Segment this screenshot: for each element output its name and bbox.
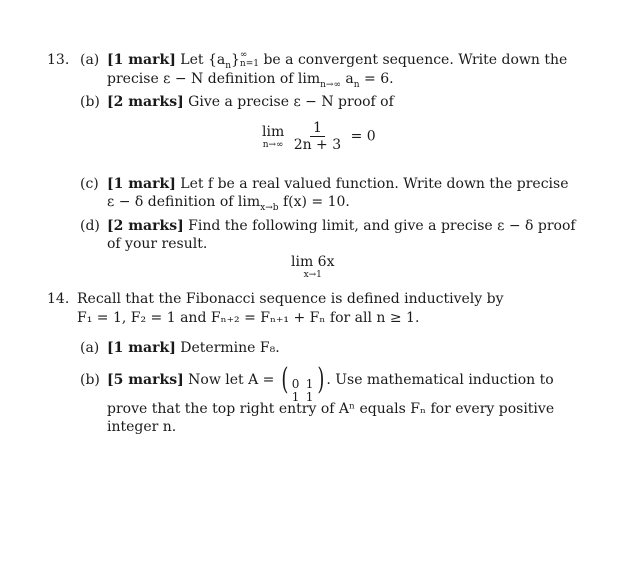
question-14-number: 14. [47,291,70,307]
q13-b-limit-display [262,120,376,153]
matrix-entry: 1 [305,377,314,391]
q14-part-b-line1: [5 marks] Now let A = ( 0 1 1 1 ) . Use mathematical induction to [107,362,554,404]
q13-part-c-label: (c) [80,176,99,192]
q14-part-a-line1: [1 mark] Determine F₈. [107,340,280,356]
matrix-a: ( 0 1 1 1 ) [281,362,324,404]
q13-part-c-line1: [1 mark] Let f be a real valued function. Write down the precise [107,176,569,192]
q13-b-fraction: $\frac{1}{2n + 3}$ [293,120,342,153]
q13-a-text-rest: be a convergent sequence. Write down the [259,52,568,68]
q14-part-b-label: (b) [80,372,100,388]
q14-intro-line2: F₁ = 1, F₂ = 1 and Fₙ₊₂ = Fₙ₊₁ + Fₙ for all n ≥ 1. [77,310,420,326]
q13-d-mark: [2 marks] [107,218,184,234]
q13-part-c-line2: ε − δ definition of $\lim_{x\to b} f(x) = 10$. [107,194,350,213]
q13-part-d-label: (d) [80,218,100,234]
q13-part-b-label: (b) [80,94,100,110]
q13-b-lim: lim n→∞ [262,123,285,150]
question-13-number: 13. [47,52,70,68]
q13-part-a-line2: precise ε − N definition of $\lim_{n\to\infty} a_n = 6$. [107,71,394,90]
q13-part-a-line1: [1 mark] Let $\{a_n\}$ ∞ n=1 be a convergent sequence. Write down the [107,50,568,71]
q13-part-d-line2: of your result. [107,236,208,252]
q14-b-mark: [5 marks] [107,372,184,388]
q14-intro-line1: Recall that the Fibonacci sequence is defined inductively by [77,291,504,307]
matrix-entry: 0 [291,377,300,391]
q13-a-text-start: Let {a [180,52,226,68]
matrix-entry: 1 [291,390,300,404]
q13-part-d-line1: [2 marks] Find the following limit, and give a precise ε − δ proof [107,218,576,234]
q13-d-limit-display: lim 6x x→1 [291,254,335,280]
q13-part-b-line1: [2 marks] Give a precise ε − N proof of [107,94,394,110]
q13-a-mark: [1 mark] [107,52,176,68]
matrix-entry: 1 [305,390,314,404]
q13-a-sub: n=1 [239,59,259,69]
q14-part-b-line3: integer n. [107,419,177,435]
q13-b-mark: [2 marks] [107,94,184,110]
q13-c-mark: [1 mark] [107,176,176,192]
q14-part-b-line2: prove that the top right entry of Aⁿ equals Fₙ for every positive [107,401,555,417]
q13-a-sup: ∞ [239,50,248,60]
q13-b-equals: = 0 [350,128,376,145]
q14-a-mark: [1 mark] [107,340,176,356]
q13-a-sub-n: n [225,60,231,71]
q13-part-a-label: (a) [80,52,100,68]
q14-part-a-label: (a) [80,340,100,356]
